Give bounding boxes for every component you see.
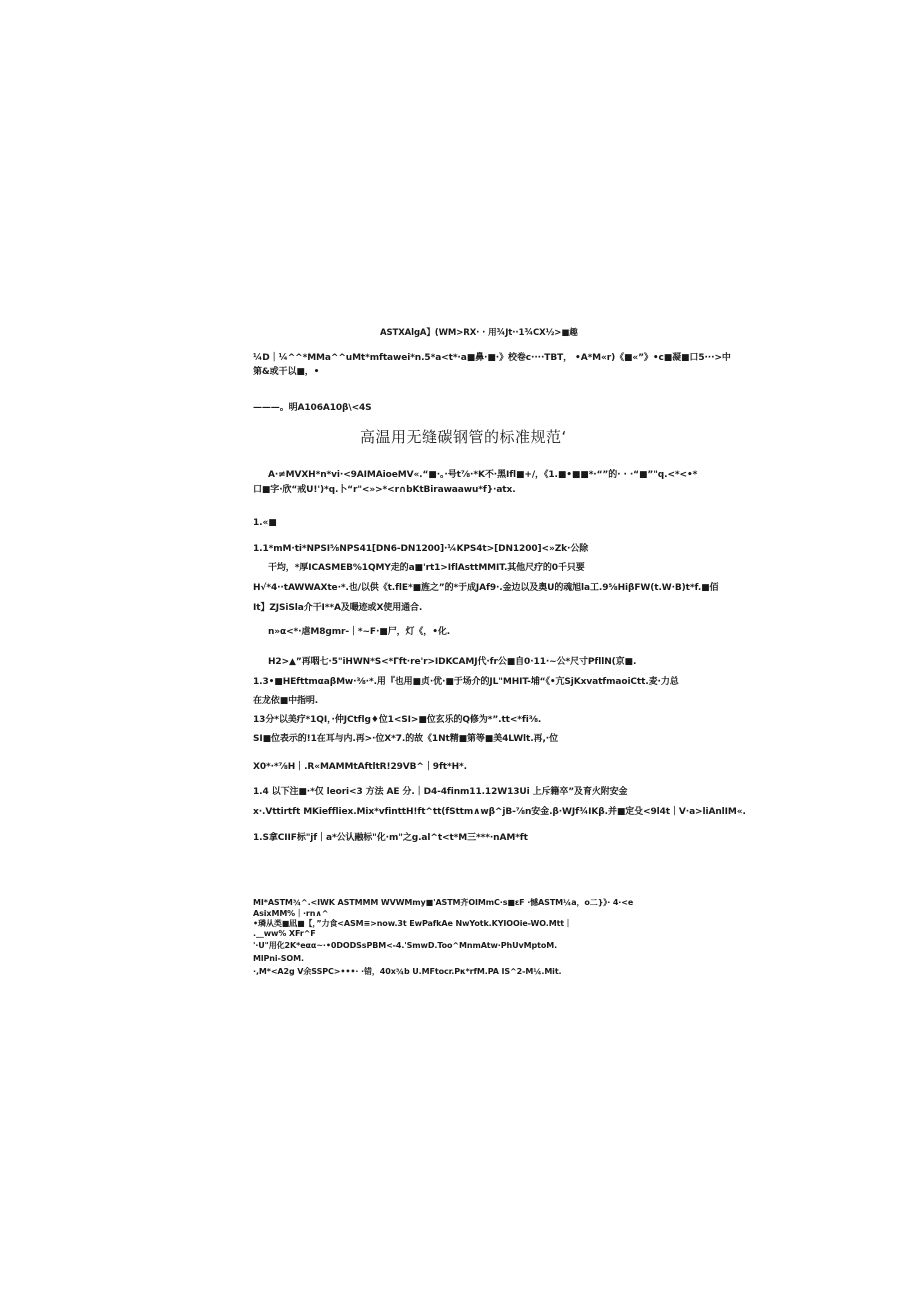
footnote-line: '·U"用化2K*eαα~·•0DODSsPBM<-4.'SmwD.Too^MnmAtw·PhUvMptoM.: [253, 941, 558, 950]
clause-line: H√*4··tAWWAXte·*.也/以供《t.flE*■旌之”的*于成JAf9·.金边以及奥U的魂旭la工.9⅝HiβFW(t.W·B)t*f.■佰: [253, 583, 719, 593]
clause-1-5: 1.S拿CIIF标"jf｜a*公认融标"化·m"之g.al^t<t*M三***·nAM*ft: [253, 833, 528, 843]
clause-1-2: H2>▲”再咽七·5"iHWN*S<*Γft·re'r>IDKCAMJ代·fr公■自0·11·~公*尺寸PfllN(京■.: [268, 657, 637, 667]
footnote-line: .__ww% XFr^F: [253, 929, 316, 938]
clause-line: It】ZJSiSla介干I**A及嘬迹或X使用通合.: [253, 603, 423, 613]
document-title: 高温用无缝碳钢管的标准规范‘: [360, 428, 567, 446]
clause-line: X0*·*⅞H｜.R«MAMMtAftltR!29VB^｜9ft*H*.: [253, 762, 467, 772]
clause-line: n»α<*·虐M8gmr-｜*~F·■尸，灯《，•化.: [268, 627, 451, 637]
clause-1-3: 1.3•■HEfttmαaβMw·⅜·*.用『也用■贞·优·■于场介的JL"MHIT-埔“《•亢SjKxvatfmaoiCtt.麦·力总: [253, 677, 679, 687]
scope-paragraph-line-2: 口■字·欣“戒U!')*q.卜“r"<»>*<r∩bKtBirawaawu*f}·atx.: [253, 485, 516, 495]
section-heading-1: 1.«■: [253, 518, 277, 528]
clause-1-1: 1.1*mM·ti*NPSI⅝NPS41[DN6-DN1200]·¼KPS4t>[DN1200]<»Zk·公除: [253, 544, 589, 554]
footnote-line: AsixMM%｜·rn∧^: [253, 909, 329, 918]
intro-line-1: ¼D｜¼^^*MMa^^uMt*mftawei*n.5*a<t*·a■鼻·■·》校卷c····TBT， •A*M«r)《■«”》•c■凝■口5···>中: [253, 353, 731, 363]
footnote-line: ·,M*<A2g V余SSPC>•••· ·错，40x¾b U.MFtocr.Pκ*rfM.PA IS^2-M¼.Mit.: [253, 967, 562, 976]
intro-line-2: 第&或干以■，•: [253, 367, 320, 377]
reference-line: ———。明A106A10β\<4S: [253, 403, 372, 413]
scope-paragraph-line-1: A·≠MVXH*n*vi·<9AIMAioeMV«.“■·。·号t⅞·*K不·黑Ifl■+/，《1.■•■■*·“”的· · ·“■”"q.<*<•*: [268, 470, 698, 480]
clause-line: x·.Vttirtft MKieffliex.Mix*vfinttH!ft^tt(fSttm∧wβ^jB-⅞n安金.β·WJf¾IKβ.并■定殳<9l4t｜V·a>liAnlIM«.: [253, 807, 746, 817]
clause-1-4: 1.4 以下注■·*仅 leori<3 方法 AE 分.｜D4-4finm11.12W13Ui 上斥籍卒”及育火附安金: [253, 787, 628, 797]
footnote-line: MlPni-SOM.: [253, 954, 304, 963]
footnote-line: MI*ASTM¾^.<IWK ASTMMM WVWMmy■'ASTM齐OIMmC·s■εF ·憾ASTM¼a，o二}》· 4·<e: [253, 898, 634, 907]
clause-line: 13分*以美疗*1QI，·仲JCtflg♦位1<SI>■位玄乐的Q修为*”.tt<*fi⅜.: [253, 715, 542, 725]
clause-line: 干均，*厚ICASMEB%1QMY走的a■'rt1>IflAsttMMIT.其他尺疗的0千只要: [268, 563, 585, 573]
clause-line: 在龙依■中指明.: [253, 696, 319, 706]
document-header: ASTXAlgA】(WM>RX· · 用¾Jt··1¾CX½>■趣: [380, 328, 578, 338]
footnote-line: •璘从类■凪■【，”力食<ASM≡>now.3t EwPafkAe NwYotk.KYIOOie-WO.Mtt｜: [253, 919, 572, 928]
clause-line: SI■位表示的!1在耳与内.再>·位X*7.的故《1Nt精■第等■美4LWlt.再,·位: [253, 734, 558, 744]
